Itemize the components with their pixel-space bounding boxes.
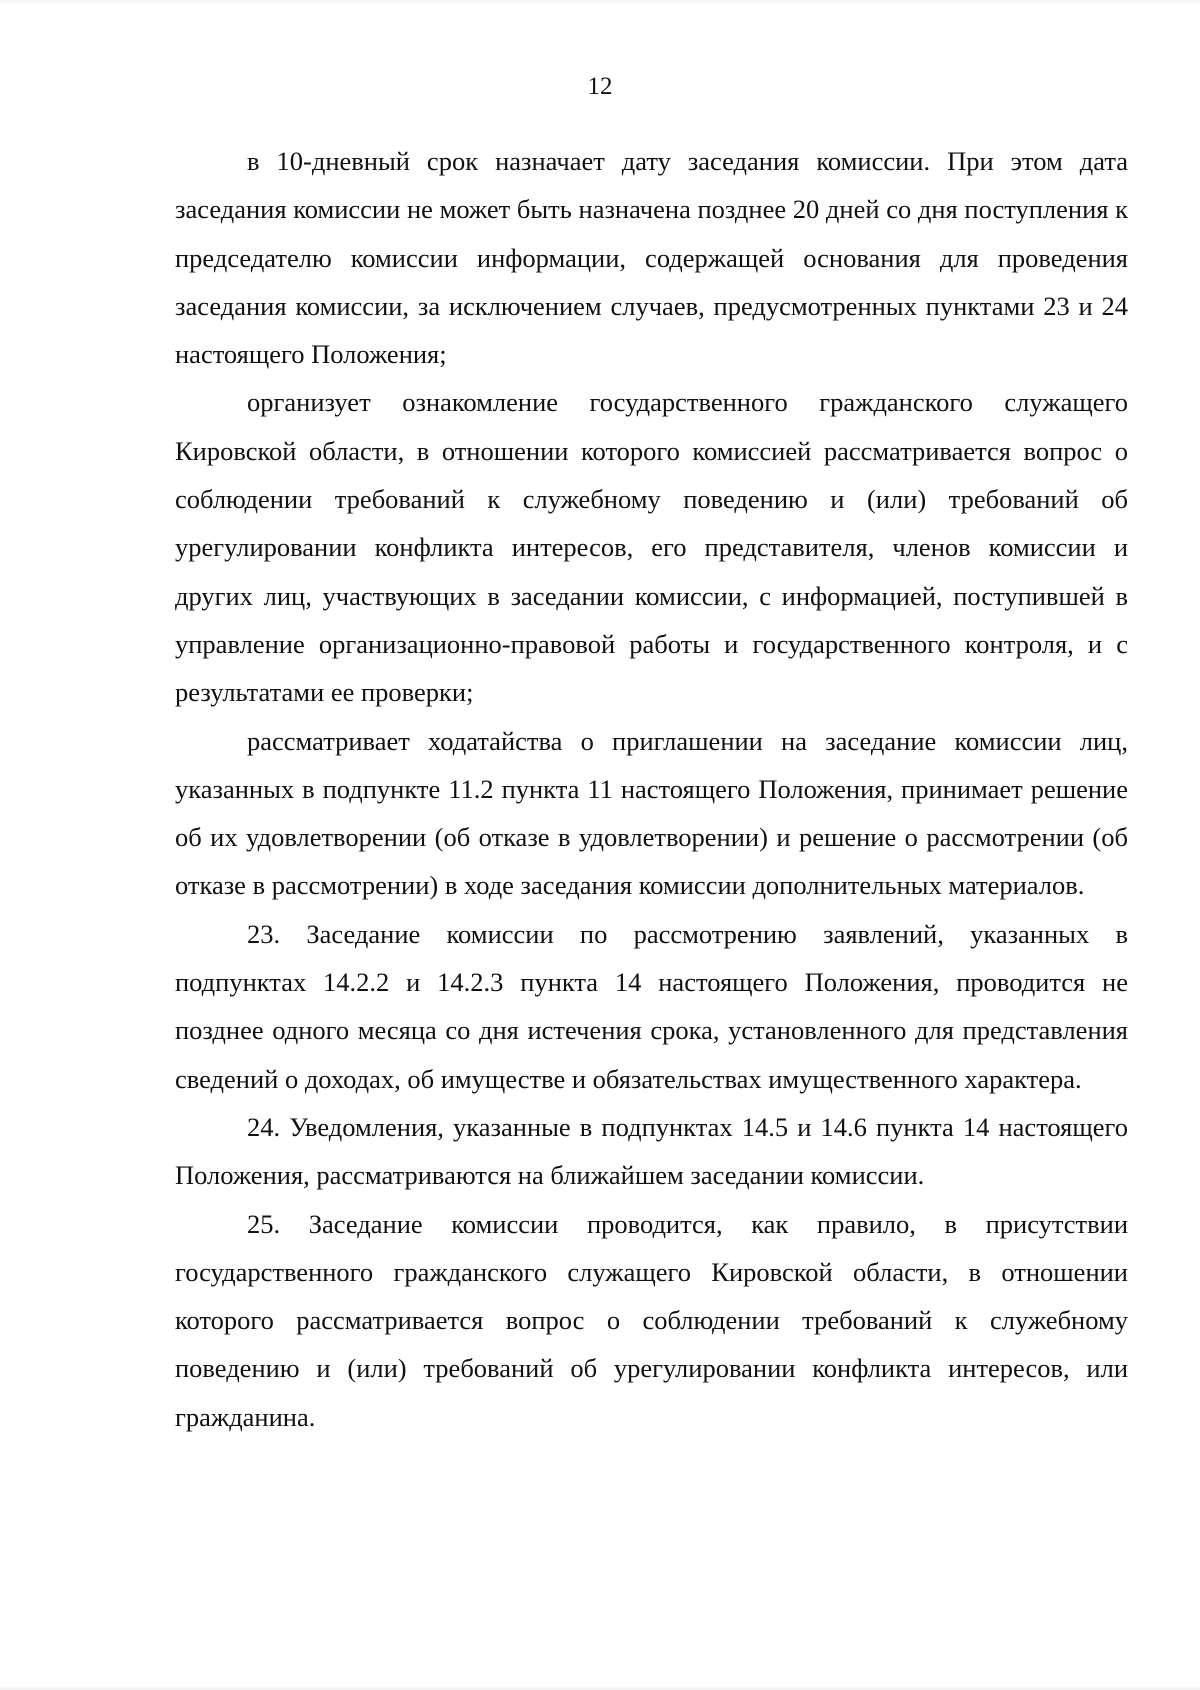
scan-bottom-edge <box>0 1686 1200 1690</box>
page-number: 12 <box>587 73 613 100</box>
paragraph-item-23: 23. Заседание комиссии по рассмотрению заявлений, указанных в подпунктах 14.2.2 и 14.2.3 пункта 14 настоящего Положения, проводится не позднее одного месяца со дня истечения срока, установленного для представления сведений о доходах, об имуществе и обязательствах имущественного характера. <box>175 918 1128 1094</box>
paragraph-familiarization: организует ознакомление государственного гражданского служащего Кировской области, в отношении которого комиссией рассматривается вопрос о соблюдении требований к служебному поведению и (или) требований об урегулировании конфликта интересов, его представителя, членов комиссии и других лиц, участвующих в заседании комиссии, с информацией, поступившей в управление организационно-правовой работы и государственного контроля, и с результатами ее проверки; <box>175 387 1128 708</box>
paragraph-item-24: 24. Уведомления, указанные в подпунктах 14.5 и 14.6 пункта 14 настоящего Положения, рассматриваются на ближайшем заседании комиссии. <box>175 1111 1128 1191</box>
paragraph-meeting-date: в 10-дневный срок назначает дату заседания комиссии. При этом дата заседания комиссии не может быть назначена позднее 20 дней со дня поступления к председателю комиссии информации, содержащей основания для проведения заседания комиссии, за исключением случаев, предусмотренных пунктами 23 и 24 настоящего Положения; <box>175 146 1128 370</box>
paragraph-petitions: рассматривает ходатайства о приглашении на заседание комиссии лиц, указанных в подпункте 11.2 пункта 11 настоящего Положения, принимает решение об их удовлетворении (об отказе в удовлетворении) и решение о рассмотрении (об отказе в рассмотрении) в ходе заседания комиссии дополнительных материалов. <box>175 725 1128 901</box>
document-body <box>175 137 1128 1441</box>
paragraph-item-25: 25. Заседание комиссии проводится, как правило, в присутствии государственного гражданского служащего Кировской области, в отношении которого рассматривается вопрос о соблюдении требований к служебному поведению и (или) требований об урегулировании конфликта интересов, или гражданина. <box>175 1208 1128 1432</box>
scan-top-edge <box>0 0 1200 4</box>
